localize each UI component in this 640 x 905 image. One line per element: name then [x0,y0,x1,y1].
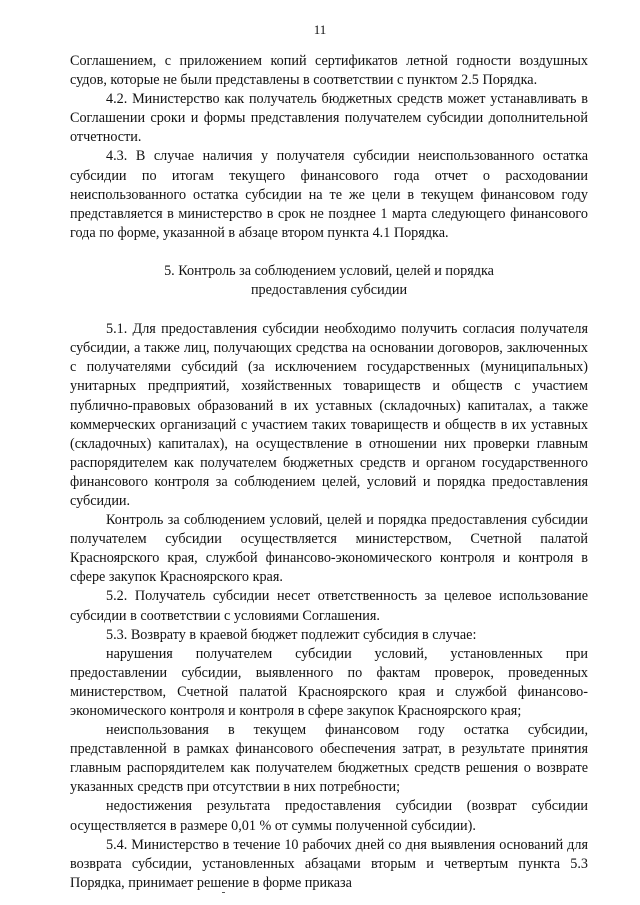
paragraph: 5.1. Для предоставления субсидии необходимо получить согласия получателя субсидии, а также лиц, получающих средства на основании договоров, заключенных с получателями субсидий (за исключением государственных (муниципальных) унитарных предприятий, хозяйственных товариществ и обществ с участием публично-правовых образований в их уставных (складочных) капиталах, а также коммерческих организаций с участием таких товариществ и обществ в их уставных (складочных) капиталах), на осуществление в отношении них проверки главным распорядителем как получателем бюджетных средств и органом государственного финансового контроля за соблюдением целей, условий и порядка предоставления субсидии. [70,321,588,509]
paragraph: неиспользования в текущем финансовом году остатка субсидии, представленной в рамках финансового обеспечения затрат, в результате принятия главным распорядителем как получателем бюджетных средств решения о возврате указанных средств при отсутствии в них потребности; [70,722,588,796]
scan-speck [222,892,225,893]
paragraph: 5.3. Возврату в краевой бюджет подлежит субсидия в случае: [106,626,477,643]
document-body [70,52,588,893]
paragraph: 5.2. Получатель субсидии несет ответственность за целевое использование субсидии в соответствии с условиями Соглашения. [70,588,588,624]
paragraph: 5.4. Министерство в течение 10 рабочих дней со дня выявления оснований для возврата субсидии, установленных абзацами вторым и четвертым пункта 5.3 Порядка, принимает решение в форме приказа [70,836,588,891]
paragraph: Соглашением, с приложением копий сертификатов летной годности воздушных судов, которые не были представлены в соответствии с пунктом 2.5 Порядка. [70,53,588,89]
paragraph: недостижения результата предоставления субсидии (возврат субсидии осуществляется в размере 0,01 % от суммы полученной субсидии). [70,798,588,834]
section-heading-line: 5. Контроль за соблюдением условий, целей и порядка [164,262,494,279]
paragraph: нарушения получателем субсидии условий, установленных при предоставлении субсидии, выявленного по фактам проверок, проведенных министерством, Счетной палатой Красноярского края и службой финансово-экономического контроля и контроля в сфере закупок Красноярского края; [70,645,588,719]
section-heading-line: предоставления субсидии [250,282,408,299]
paragraph: Контроль за соблюдением условий, целей и порядка предоставления субсидии получателем субсидии осуществляется министерством, Счетной палатой Красноярского края, службой финансово-экономического контроля и контроля в сфере закупок Красноярского края. [70,512,588,586]
paragraph: 4.3. В случае наличия у получателя субсидии неиспользованного остатка субсидии по итогам текущего финансового года отчет о расходовании неиспользованного остатка субсидии на те же цели в текущем финансовом году представляется в министерство в срок не позднее 1 марта следующего финансового года по форме, указанной в абзаце втором пункта 4.1 Порядка. [70,148,588,241]
page-number: 11 [313,22,327,37]
paragraph: 4.2. Министерство как получатель бюджетных средств может устанавливать в Соглашении сроки и формы представления получателем субсидии дополнительной отчетности. [70,91,588,146]
section-heading [70,262,588,300]
